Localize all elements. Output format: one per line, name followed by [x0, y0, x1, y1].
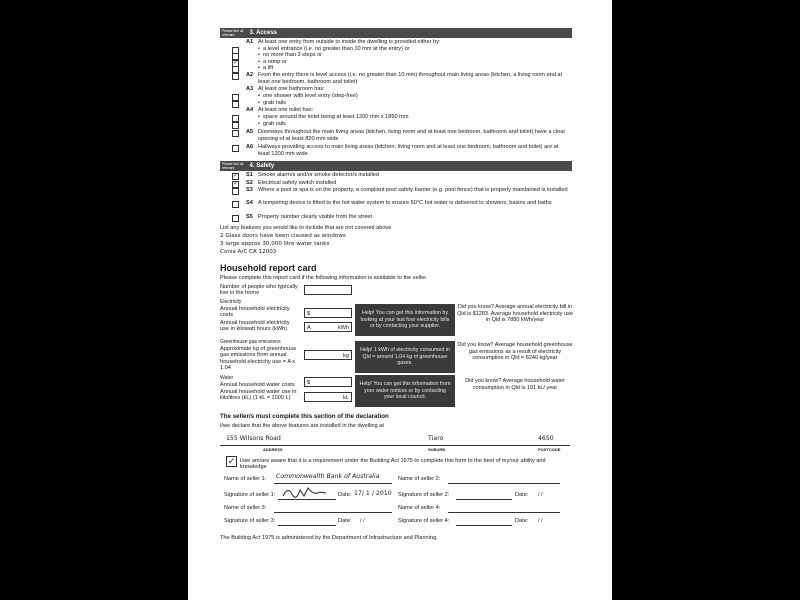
elec-cost-label: Annual household electricity costs — [220, 306, 290, 319]
people-label: Number of people who typically live in the home — [220, 284, 298, 297]
date-seller-1-value[interactable]: 17/ 1 / 2010 — [354, 490, 392, 497]
elec-use-field[interactable]: A kWh — [304, 322, 352, 332]
signature-seller-3-field[interactable] — [278, 517, 336, 526]
declaration-text: I/we declare that the above features are installed in the dwelling at — [220, 423, 384, 429]
postcode-value[interactable]: 4650 — [538, 435, 554, 442]
suburb-label: SUBURB — [428, 447, 446, 452]
declaration-heading: The seller/s must complete this section of the declaration — [220, 413, 389, 420]
features-line-2[interactable]: 3 large approx 30,000 litre water tanks — [220, 241, 330, 247]
date-seller-3-value[interactable]: / / — [360, 518, 365, 524]
checkbox-a1-ramp[interactable]: ✓ — [233, 59, 239, 66]
did-you-know-water: Did you know? Average household water consumption in Qld is 191 kL/ year — [465, 378, 565, 391]
name-seller-2-field[interactable] — [448, 475, 560, 484]
form-page: Please tick all relevant 3. Access A1 At least one entry from outside to inside the dwelling is provided either by: • a level entrance (i.e. no greater than 10 mm at the entry) or • no more than 3 steps or ✓ • a ramp or • a lift A2 From the entry there is level access (i.e. no greater than 10 mm) throughout main living areas (kitchen, a living room and at least one bedroom, bathroom and toilet) A3 At least one bathroom has: • one shower with level entry (step-free) • grab rails A4 At least one toilet has: • space around the toilet being at least 1200 mm x 1850 mm • grab rails A5 Doorways throughout the main living areas (kitchen, living room and at least one bedroom, bathroom and toilet) have a clear opening of at least 820 mm wide A6 Hallways providing access to main living areas (kitchen, living room and at least one bedroom, bathroom and toilet) are at least 1200 mm wide Please tick all relevant 4. Safety ✓ S1 Smoke alarm/s and/or smoke detector/s installed ✓ S2 Electrical safety switch installed S3 Where a pool or spa is on the property, a compliant pool safety barrier (e.g. pool fence) that is properly maintained is installed S4 A tempering device is fitted to the hot water system to ensure 50°C hot water is delivered to showers, basins and baths S5 Property number clearly visible from the street List any features you would like to include that are not covered above 2 Glass doors have been classed as windows 3 large approx 30,000 litre water tanks Conia A/C CA 12003 Household report card Please complete this report card if the following information is available to the seller. Number of people who typically live in the home Electricity Annual household electricity costs $ Annual household electricity use in kilowatt hours (kWh) A kWh Help! You can get this information by looking at your last four electricity bills or by contacting your supplier. Did you know? Average annual electricity bill in Qld is $1283. Average household electricity use in Qld is 7880 kWh/year Greenhouse gas emissions Approximate kg of greenhouse gas emissions from annual household electricity use = A x 1.04 kg Help! 1 kWh of electricity consumed in Qld = around 1.04 kg of greenhouse gases. Did you know? Average household greenhouse gas emissions as a result of electricity consumption in Qld = 8240 kg/year Water Annual household water costs $ Annual household water use in kilolitres (kL) (1 kL = 1000 L) kL Help! You can get this information from your water notices or by contacting your local council. Did you know? Average household water consumption in Qld is 191 kL/ year The seller/s must complete this section of the declaration I/we declare that the above features are installed in the dwelling at 155 Wilsons Road Tiaro 4650 ADDRESS SUBURB POSTCODE ✓ I/we am/are aware that it is a requirement under the Building Act 1975 to complete this form to the best of my/our ability and knowledge Name of seller 1: Commonwealth Bank of Australia Name of seller 2: Signature of seller 1: Date: 17/ 1 / 2010 Signature of seller 2: Date: / / Name of seller 3: Name of seller 4: Signature of seller 3: Date: / / Signature of seller 4: Date: / / The Building Act 1975 is administered by the Department of Infrastructure and Planning. — [188, 0, 612, 600]
report-intro: Please complete this report card if the following information is available to the seller. — [220, 275, 428, 281]
name-seller-2-label: Name of seller 2: — [398, 476, 441, 482]
checkbox-a3-shower[interactable] — [232, 94, 239, 101]
features-prompt: List any features you would like to include that are not covered above — [220, 225, 392, 231]
name-seller-1-value[interactable]: Commonwealth Bank of Australia — [276, 473, 380, 480]
did-you-know-gas: Did you know? Average household greenhouse gas emissions as a result of electricity consumption in Qld = 8240 kg/year — [457, 342, 573, 361]
features-line-3[interactable]: Conia A/C CA 12003 — [220, 249, 277, 255]
did-you-know-electricity: Did you know? Average annual electricity bill in Qld is $1283. Average household electricity use in Qld is 7880 kWh/year — [457, 304, 573, 323]
date-seller-3-label: Date: — [338, 518, 352, 524]
checkbox-a4-space[interactable] — [232, 115, 239, 122]
signature-seller-2-label: Signature of seller 2: — [398, 492, 450, 498]
checkbox-s2[interactable]: ✓ — [233, 180, 239, 187]
date-seller-2-value[interactable]: / / — [538, 492, 543, 498]
report-title: Household report card — [220, 263, 317, 273]
access-title: 3. Access — [249, 30, 277, 36]
name-seller-4-label: Name of seller 4: — [398, 505, 441, 511]
signature-seller-4-label: Signature of seller 4: — [398, 518, 450, 524]
checkbox-a4-grab-rails[interactable] — [232, 122, 239, 129]
checkbox-s4[interactable] — [232, 201, 239, 208]
address-value[interactable]: 155 Wilsons Road — [226, 435, 281, 442]
water-cost-field[interactable]: $ — [304, 377, 352, 387]
suburb-value[interactable]: Tiaro — [428, 435, 444, 442]
signature-seller-3-label: Signature of seller 3: — [224, 518, 276, 524]
gas-heading: Greenhouse gas emissions — [220, 339, 281, 345]
signature-seller-2-field[interactable] — [456, 491, 512, 500]
checkbox-a6[interactable] — [232, 145, 239, 152]
help-box-electricity: Help! You can get this information by looking at your last four electricity bills or by contacting your supplier. — [355, 304, 455, 336]
access-a5: A5 Doorways throughout the main living areas (kitchen, living room and at least one bedroom, bathroom and toilet) have a clear opening of at least 820 mm wide — [220, 129, 572, 143]
checkbox-a2[interactable] — [232, 73, 239, 80]
water-cost-label: Annual household water costs — [220, 382, 295, 388]
checkbox-s3[interactable] — [232, 188, 239, 195]
water-use-label: Annual household water use in kilolitres (kL) (1 kL = 1000 L) — [220, 389, 297, 402]
checkbox-s5[interactable] — [232, 215, 239, 222]
date-seller-4-value[interactable]: / / — [538, 518, 543, 524]
help-box-water: Help! You can get this information from your water notices or by contacting your local council. — [355, 375, 455, 407]
postcode-label: POSTCODE — [538, 447, 561, 452]
elec-use-label: Annual household electricity use in kilowatt hours (kWh) — [220, 320, 290, 333]
electricity-heading: Electricity — [220, 299, 242, 305]
name-seller-1-label: Name of seller 1: — [224, 476, 267, 482]
access-a2: A2 From the entry there is level access (i.e. no greater than 10 mm) throughout main living areas (kitchen, a living room and at least one bedroom, bathroom and toilet) — [220, 72, 572, 86]
name-seller-4-field[interactable] — [448, 504, 560, 513]
help-box-gas: Help! 1 kWh of electricity consumed in Qld = around 1.04 kg of greenhouse gases. — [355, 341, 455, 373]
safety-s4: S4 A tempering device is fitted to the hot water system to ensure 50°C hot water is delivered to showers, basins and baths — [220, 200, 572, 214]
safety-title: 4. Safety — [249, 163, 275, 169]
people-field[interactable] — [304, 285, 352, 295]
date-seller-4-label: Date: — [515, 518, 529, 524]
safety-header — [220, 161, 572, 171]
signature-seller-4-field[interactable] — [456, 517, 512, 526]
date-seller-1-label: Date: — [338, 492, 352, 498]
water-use-field[interactable]: kL — [304, 392, 352, 402]
awareness-text: I/we am/are aware that it is a requirement under the Building Act 1975 to complete this form to the best of my/our ability and knowledge — [240, 458, 546, 471]
address-label: ADDRESS — [263, 447, 283, 452]
water-heading: Water — [220, 375, 234, 381]
date-seller-2-label: Date: — [515, 492, 529, 498]
signature-seller-1-label: Signature of seller 1: — [224, 492, 276, 498]
checkbox-a3-grab-rails[interactable] — [232, 101, 239, 108]
name-seller-3-label: Name of seller 3: — [224, 505, 267, 511]
gas-label: Approximate kg of greenhouse gas emissions from annual household electricity use = A x 1.04 — [220, 346, 297, 372]
checkbox-a5[interactable] — [232, 130, 239, 137]
awareness-checkbox[interactable]: ✓ — [227, 456, 236, 466]
features-line-1[interactable]: 2 Glass doors have been classed as windows — [220, 233, 346, 239]
footer-note: The Building Act 1975 is administered by the Department of Infrastructure and Planning. — [220, 535, 438, 541]
name-seller-3-field[interactable] — [274, 504, 392, 513]
elec-cost-field[interactable]: $ — [304, 308, 352, 318]
safety-tick-label: Please tick all relevant — [222, 161, 244, 170]
checkbox-s1[interactable]: ✓ — [233, 173, 239, 179]
safety-s3: S3 Where a pool or spa is on the property, a compliant pool safety barrier (e.g. pool fence) that is properly maintained is installed — [220, 187, 572, 201]
access-a6: A6 Hallways providing access to main living areas (kitchen, living room and at least one bedroom, bathroom and toilet) are at least 1200 mm wide — [220, 144, 572, 158]
seller-1-signature — [280, 484, 330, 500]
gas-field[interactable]: kg — [304, 350, 352, 360]
access-header — [220, 28, 572, 38]
access-tick-label: Please tick all relevant — [222, 28, 244, 37]
